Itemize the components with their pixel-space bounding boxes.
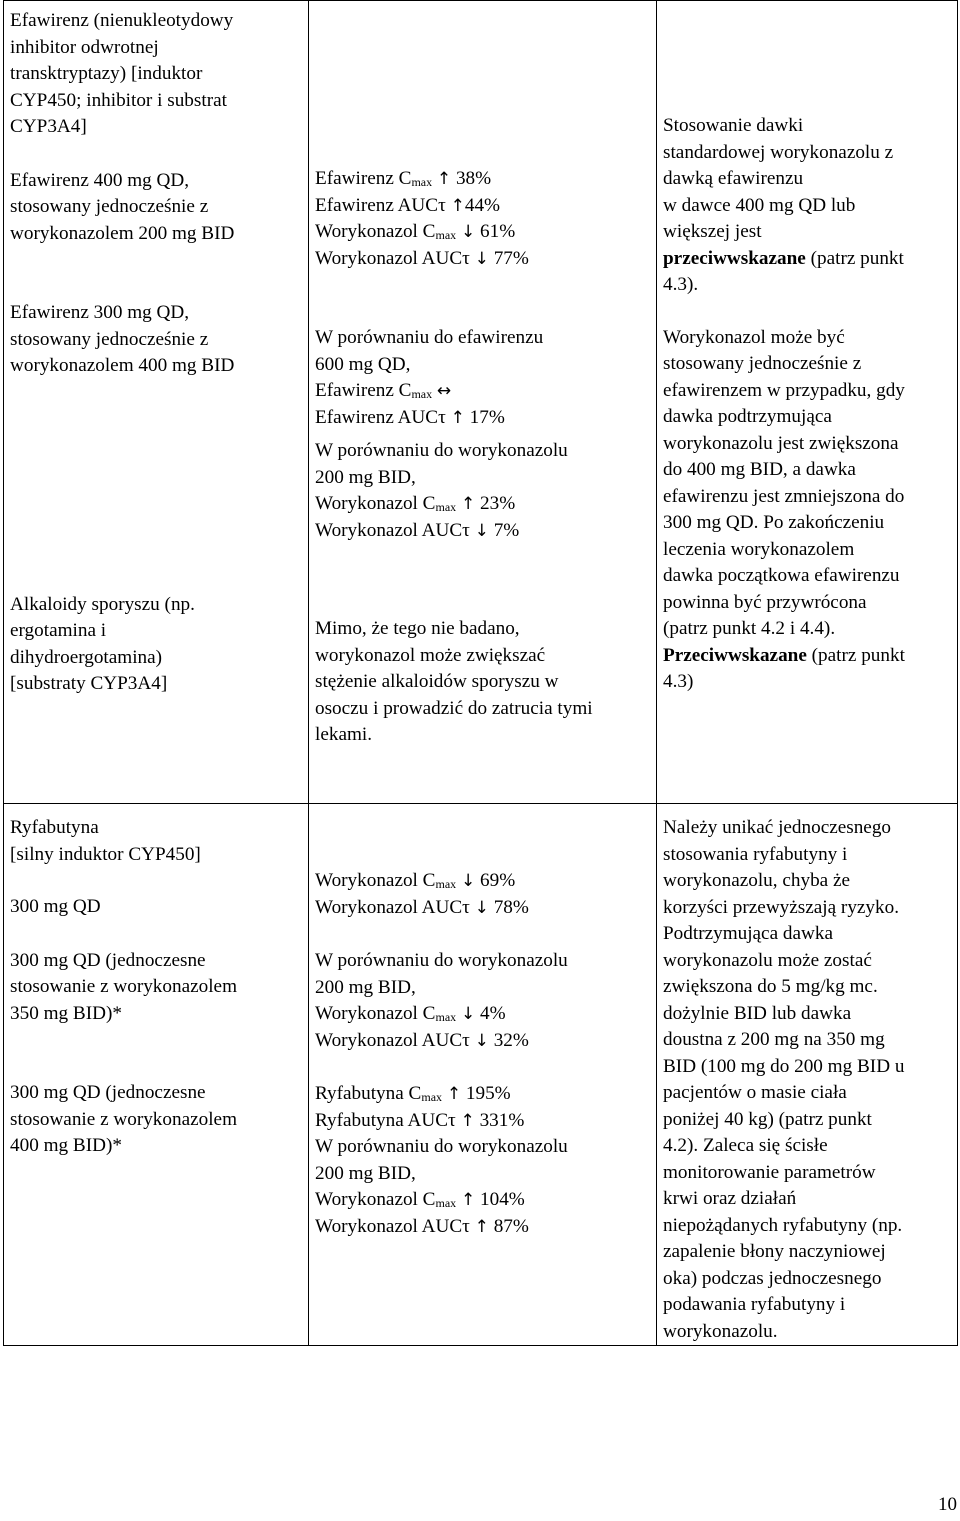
effect-cell-rifabutin [309, 804, 657, 1346]
effect-ergot: Mimo, że tego nie badano, worykonazol może zwiększać stężenie alkaloidów sporyszu w osoczu i prowadzić do zatrucia tymi lekami. [315, 618, 593, 745]
dose-rifabutin-300: 300 mg QD [10, 896, 101, 917]
arrow-up-icon: ↑ [460, 1110, 475, 1131]
effect-cell-efavirenz [309, 1, 657, 804]
arrow-down-icon: ↓ [474, 897, 489, 918]
drug-title: Efawirenz (nienukleotydowy inhibitor odwrotnej transktryptazy) [induktor CYP450; inhibitor i substrat CYP3A4] [10, 10, 234, 137]
interaction-table [3, 0, 958, 1346]
dose-efavirenz-300: Efawirenz 300 mg QD, stosowany jednocześnie z worykonazolem 400 mg BID [10, 302, 235, 376]
drug-cell-rifabutin [4, 804, 309, 1346]
arrow-down-icon: ↓ [460, 222, 476, 242]
arrow-down-icon: ↓ [460, 1004, 476, 1024]
effect-rifabutin-300: Worykonazol $C_{max}$ ↓ 69% Worykonazol AUCτ ↓ 78% [315, 870, 529, 918]
drug-title: Ryfabutyna [silny induktor CYP450] [10, 817, 201, 865]
rec-efavirenz-400: Stosowanie dawki standardowej worykonazolu z dawką efawirenzu w dawce 400 mg QD lub większej jest przeciwwskazane (patrz punkt 4.3). [663, 115, 904, 295]
effect-efavirenz-400: Efawirenz $C_{max}$ ↑ 38% Efawirenz AUCτ ↑44% Worykonazol $C_{max}$ ↓ 61% Worykonazol AUCτ ↓ 77% [315, 168, 529, 269]
effect-rifabutin-350: W porównaniu do worykonazolu 200 mg BID, Worykonazol $C_{max}$ ↓ 4% Worykonazol AUCτ ↓ 32% [315, 950, 568, 1051]
arrow-down-icon: ↓ [474, 248, 489, 269]
arrow-up-icon: ↑ [460, 494, 476, 514]
recommendation-cell-rifabutin [657, 804, 958, 1346]
arrow-up-icon: ↑ [474, 1216, 489, 1237]
rec-ergot: Przeciwwskazane (patrz punkt 4.3) [663, 644, 905, 692]
dose-efavirenz-400: Efawirenz 400 mg QD, stosowany jednocześnie z worykonazolem 200 mg BID [10, 169, 235, 244]
recommendation-cell-efavirenz [657, 1, 958, 804]
arrow-up-icon: ↑ [460, 1190, 476, 1210]
table-row-rifabutin [4, 804, 958, 1346]
rec-efavirenz-300: Worykonazol może być stosowany jednocześnie z efawirenzem w przypadku, gdy dawka podtrzymująca worykonazolu jest zwiększona do 400 mg BID, a dawka efawirenzu jest zmniejszona do 300 mg QD. Po zakończeniu leczenia worykonazolem dawka początkowa efawirenzu powinna być przywrócona (patrz punkt 4.2 i 4.4). [663, 326, 905, 639]
dose-rifabutin-350: 300 mg QD (jednoczesne stosowanie z worykonazolem 350 mg BID)* [10, 949, 237, 1024]
arrow-up-icon: ↑ [446, 1084, 462, 1104]
arrow-down-icon: ↓ [460, 871, 476, 891]
drug-ergot: Alkaloidy sporyszu (np. ergotamina i dihydroergotamina) [substraty CYP3A4] [10, 593, 195, 694]
page-number: 10 [938, 1494, 957, 1515]
table-row-efavirenz [4, 1, 958, 804]
effect-efavirenz-300: W porównaniu do efawirenzu 600 mg QD, Efawirenz $C_{max}$ ↔ Efawirenz AUCτ ↑ 17% W porównaniu do worykonazolu 200 mg BID, Worykonazol $C_{max}$ ↑ 23% Worykonazol AUCτ ↓ 7% [315, 327, 568, 541]
arrow-both-icon: ↔ [436, 381, 452, 401]
dose-rifabutin-400: 300 mg QD (jednoczesne stosowanie z worykonazolem 400 mg BID)* [10, 1082, 237, 1156]
rec-rifabutin: Należy unikać jednoczesnego stosowania ryfabutyny i worykonazolu, chyba że korzyści przewyższają ryzyko. Podtrzymująca dawka worykonazolu może zostać zwiększona do 5 mg/kg mc. dożylnie BID lub dawka doustna z 200 mg na 350 mg BID (100 mg do 200 mg BID u pacjentów o masie ciała poniżej 40 kg) (patrz punkt 4.2). Zaleca się ścisłe monitorowanie parametrów krwi oraz działań niepożądanych ryfabutyny (np. zapalenie błony naczyniowej oka) podczas jednoczesnego podawania ryfabutyny i worykonazolu. [663, 817, 905, 1342]
arrow-down-icon: ↓ [474, 520, 489, 541]
arrow-up-icon: ↑ [450, 195, 465, 216]
arrow-up-icon: ↑ [436, 169, 452, 189]
effect-rifabutin-400: Ryfabutyna $C_{max}$ ↑ 195% Ryfabutyna AUCτ ↑ 331% W porównaniu do worykonazolu 200 mg BID, Worykonazol $C_{max}$ ↑ 104% Worykonazol AUCτ ↑ 87% [315, 1083, 568, 1237]
arrow-up-icon: ↑ [450, 407, 465, 428]
drug-cell-efavirenz [4, 1, 309, 804]
arrow-down-icon: ↓ [474, 1030, 489, 1051]
